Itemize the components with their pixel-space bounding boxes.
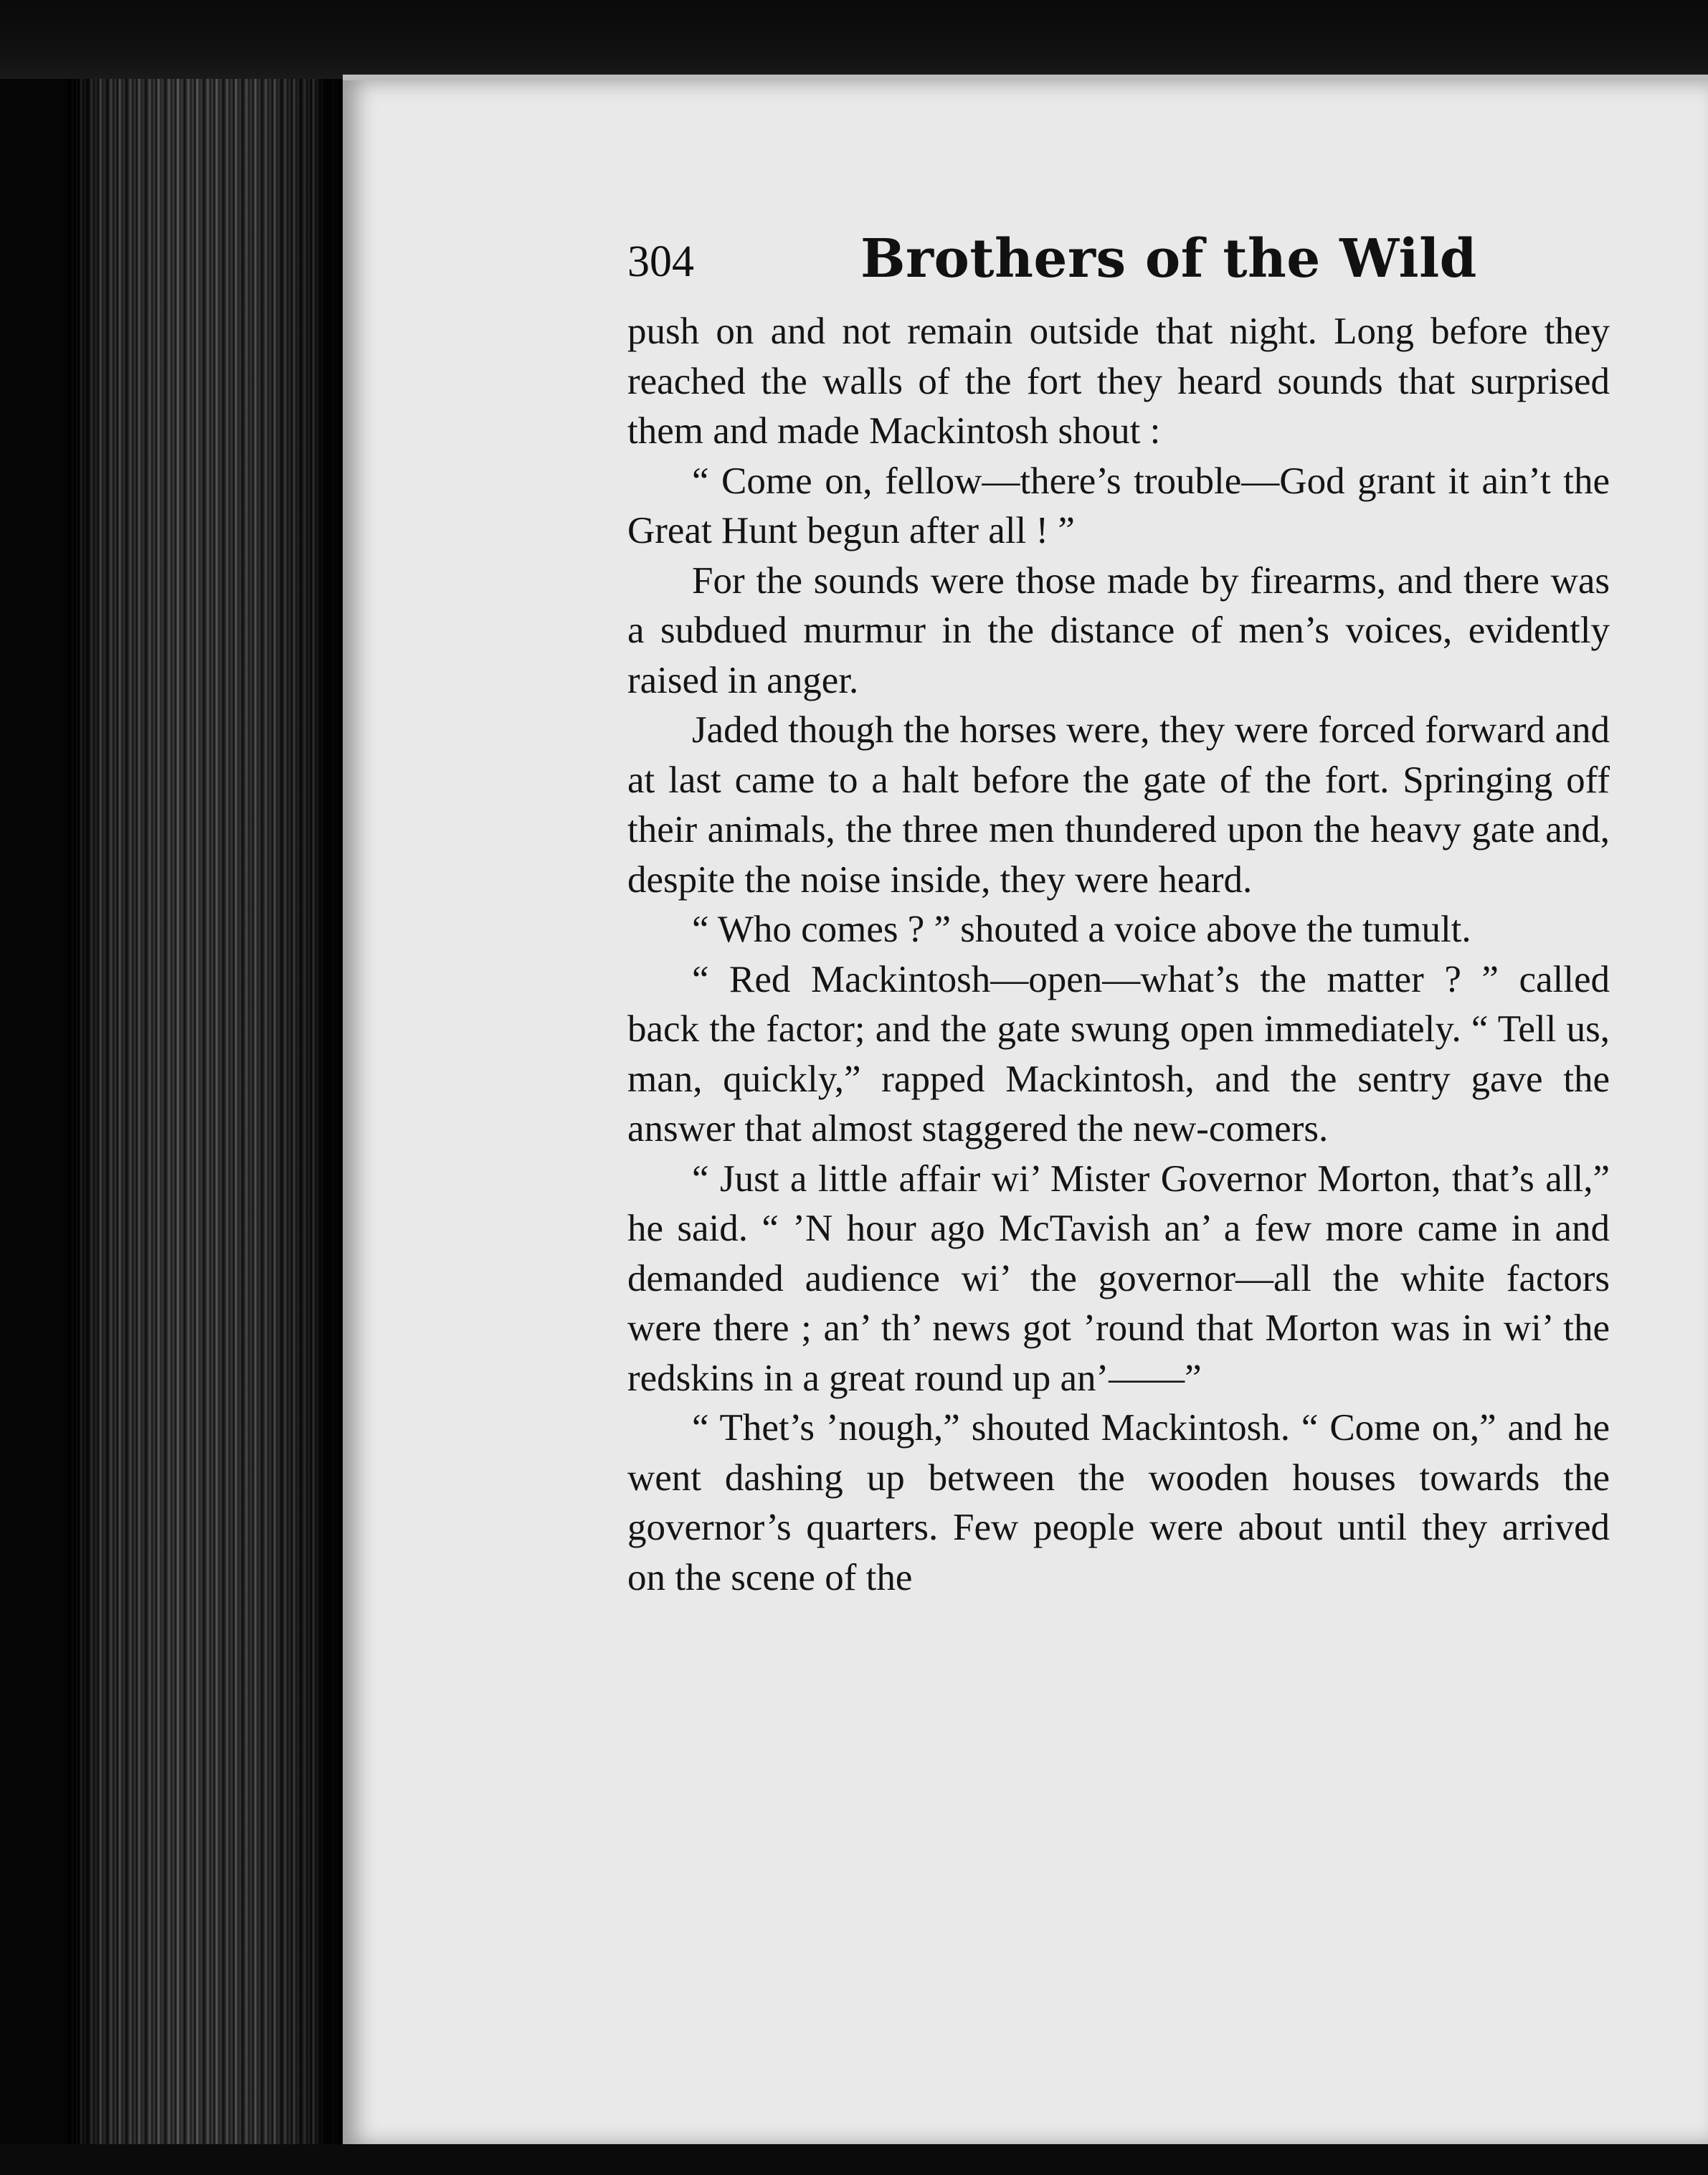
- body-text: [627, 307, 1610, 1603]
- page-number: 304: [627, 237, 694, 286]
- paragraph: For the sounds were those made by firearms, and there was a subdued murmur in the distance of men’s voices, evidently raised in anger.: [627, 559, 1610, 701]
- paragraph: Jaded though the horses were, they were forced forward and at last came to a halt before the gate of the fort. Springing off their animals, the three men thundered upon the heavy gate and, despite the noise inside, they were heard.: [627, 709, 1610, 901]
- paragraph: “ Red Mackintosh—open—what’s the matter ? ” called back the factor; and the gate swung open immediately. “ Tell us, man, quickly,” rapped Mackintosh, and the sentry gave the answer that almost staggered the new-comers.: [627, 958, 1610, 1150]
- paragraph: “ Just a little affair wi’ Mister Governor Morton, that’s all,” he said. “ ’N hour ago McTavish an’ a few more came in and demanded audience wi’ the governor—all the white factors were there ; an’ th’ news got ’round that Morton was in wi’ the redskins in a great round up an’——”: [627, 1157, 1610, 1399]
- paragraph: “ Thet’s ’nough,” shouted Mackintosh. “ Come on,” and he went dashing up between the wooden houses towards the governor’s quarters. Few people were about until they arrived on the scene of the: [627, 1407, 1610, 1598]
- book-page-edges: [68, 79, 348, 2144]
- running-title: Brothers of the Wild: [860, 228, 1477, 290]
- paragraph: push on and not remain outside that night. Long before they reached the walls of the fort they heard sounds that surprised them and made Mackintosh shout :: [627, 311, 1610, 452]
- scan-background-bottom: [0, 2144, 1708, 2175]
- paragraph: “ Who comes ? ” shouted a voice above the tumult.: [692, 909, 1471, 950]
- paragraph: “ Come on, fellow—there’s trouble—God grant it ain’t the Great Hunt begun after all ! ”: [627, 460, 1610, 551]
- scan-background-top: [0, 0, 1708, 79]
- page-header: [627, 228, 1617, 293]
